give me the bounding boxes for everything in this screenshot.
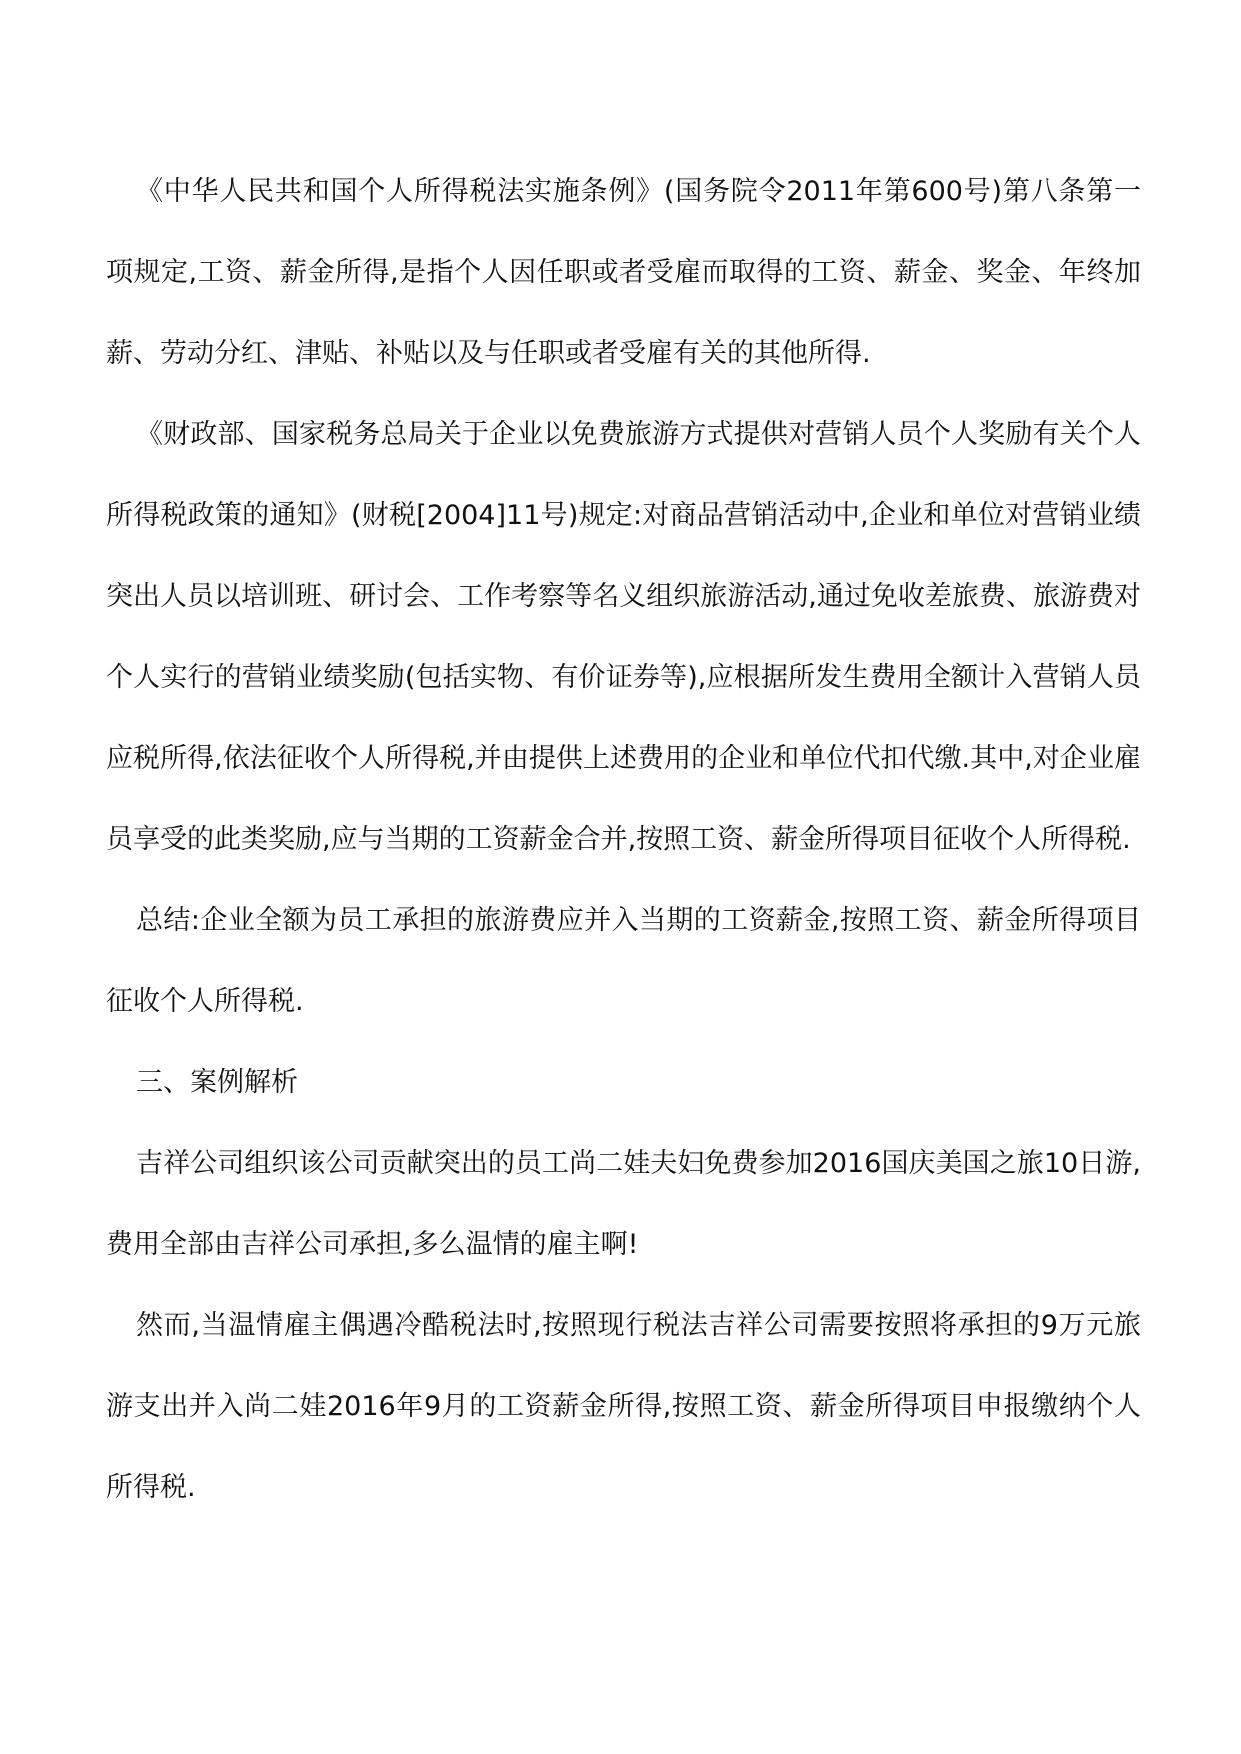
paragraph-regulation-citation: 《中华人民共和国个人所得税法实施条例》(国务院令2011年第600号)第八条第一项规定,工资、薪金所得,是指个人因任职或者受雇而取得的工资、薪金、奖金、年终加薪、劳动分红、津贴、补贴以及与任职或者受雇有关的其他所得. <box>106 176 1141 369</box>
paragraph-summary: 总结:企业全额为员工承担的旅游费应并入当期的工资薪金,按照工资、薪金所得项目征收个人所得税. <box>106 905 1141 1017</box>
section-heading-case-analysis: 三、案例解析 <box>136 1067 298 1098</box>
paragraph-case-description: 吉祥公司组织该公司贡献突出的员工尚二娃夫妇免费参加2016国庆美国之旅10日游,费用全部由吉祥公司承担,多么温情的雇主啊! <box>106 1148 1141 1260</box>
paragraph-case-conclusion: 然而,当温情雇主偶遇冷酷税法时,按照现行税法吉祥公司需要按照将承担的9万元旅游支出并入尚二娃2016年9月的工资薪金所得,按照工资、薪金所得项目申报缴纳个人所得税. <box>106 1310 1141 1503</box>
paragraph-tax-notice-citation: 《财政部、国家税务总局关于企业以免费旅游方式提供对营销人员个人奖励有关个人所得税政策的通知》(财税[2004]11号)规定:对商品营销活动中,企业和单位对营销业绩突出人员以培训班、研讨会、工作考察等名义组织旅游活动,通过免收差旅费、旅游费对个人实行的营销业绩奖励(包括实物、有价证券等),应根据所发生费用全额计入营销人员应税所得,依法征收个人所得税,并由提供上述费用的企业和单位代扣代缴.其中,对企业雇员享受的此类奖励,应与当期的工资薪金合并,按照工资、薪金所得项目征收个人所得税. <box>106 419 1141 855</box>
document-body <box>106 151 1141 1528</box>
